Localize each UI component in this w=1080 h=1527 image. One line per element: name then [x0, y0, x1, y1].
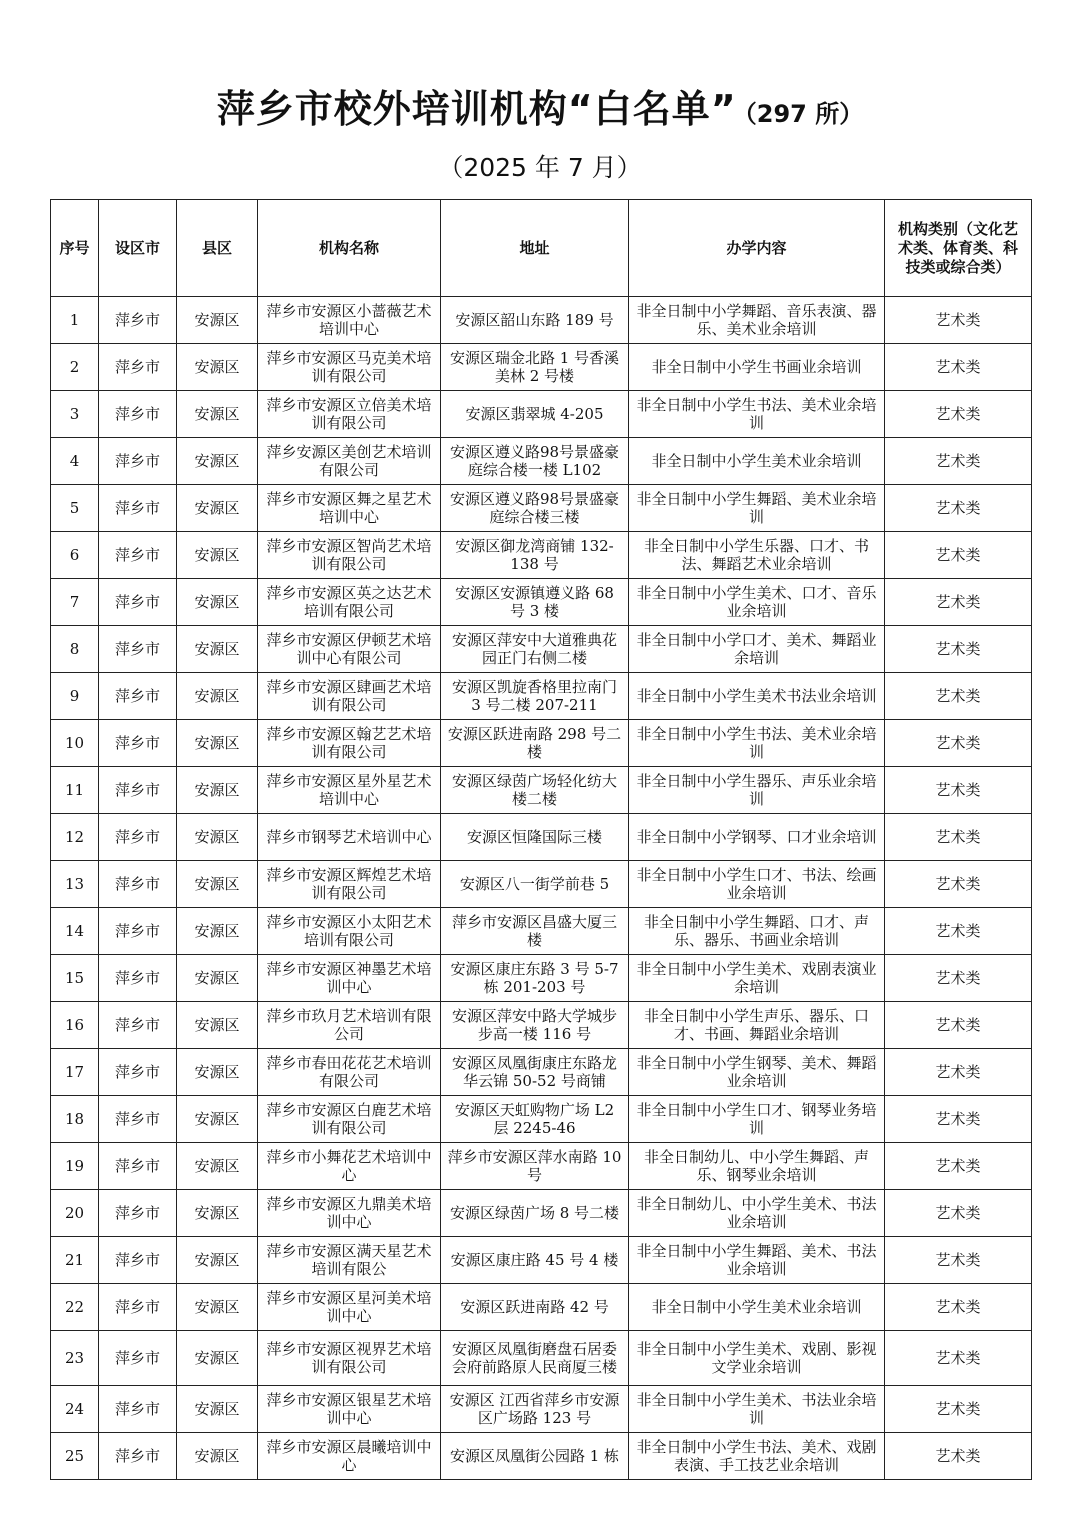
cell-no: 6: [51, 532, 99, 579]
cell-content: 非全日制中小学口才、美术、舞蹈业余培训: [629, 626, 885, 673]
cell-content: 非全日制中小学生美术、戏剧、影视文学业余培训: [629, 1331, 885, 1386]
cell-no: 13: [51, 861, 99, 908]
table-row: [51, 908, 1032, 955]
cell-district: 安源区: [177, 673, 258, 720]
cell-no: 18: [51, 1096, 99, 1143]
cell-district: 安源区: [177, 1049, 258, 1096]
cell-city: 萍乡市: [99, 344, 177, 391]
cell-address: 安源区跃进南路 42 号: [441, 1284, 629, 1331]
cell-no: 9: [51, 673, 99, 720]
cell-content: 非全日制中小学生器乐、声乐业余培训: [629, 767, 885, 814]
cell-name: 萍乡市安源区英之达艺术培训有限公司: [258, 579, 441, 626]
cell-city: 萍乡市: [99, 1237, 177, 1284]
table-row: [51, 1386, 1032, 1433]
cell-content: 非全日制中小学生美术业余培训: [629, 1284, 885, 1331]
cell-city: 萍乡市: [99, 1386, 177, 1433]
cell-content: 非全日制中小学生书画业余培训: [629, 344, 885, 391]
cell-no: 5: [51, 485, 99, 532]
table-row: [51, 438, 1032, 485]
cell-name: 萍乡市安源区星河美术培训中心: [258, 1284, 441, 1331]
cell-name: 萍乡市玖月艺术培训有限公司: [258, 1002, 441, 1049]
cell-city: 萍乡市: [99, 1049, 177, 1096]
cell-name: 萍乡市安源区小太阳艺术培训有限公司: [258, 908, 441, 955]
table-row: [51, 485, 1032, 532]
cell-city: 萍乡市: [99, 861, 177, 908]
cell-category: 艺术类: [885, 1237, 1032, 1284]
cell-address: 安源区萍安中大道雅典花园正门右侧二楼: [441, 626, 629, 673]
cell-district: 安源区: [177, 767, 258, 814]
cell-district: 安源区: [177, 861, 258, 908]
cell-category: 艺术类: [885, 297, 1032, 344]
cell-name: 萍乡市安源区视界艺术培训有限公司: [258, 1331, 441, 1386]
cell-district: 安源区: [177, 297, 258, 344]
cell-address: 安源区凤凰街康庄东路龙华云锦 50-52 号商铺: [441, 1049, 629, 1096]
cell-city: 萍乡市: [99, 1002, 177, 1049]
cell-content: 非全日制中小学生美术书法业余培训: [629, 673, 885, 720]
cell-address: 安源区御龙湾商铺 132-138 号: [441, 532, 629, 579]
cell-address: 安源区康庄路 45 号 4 楼: [441, 1237, 629, 1284]
table-row: [51, 1143, 1032, 1190]
cell-address: 安源区绿茵广场轻化纺大楼二楼: [441, 767, 629, 814]
cell-category: 艺术类: [885, 626, 1032, 673]
cell-category: 艺术类: [885, 1096, 1032, 1143]
cell-city: 萍乡市: [99, 1143, 177, 1190]
cell-no: 25: [51, 1433, 99, 1480]
cell-address: 安源区天虹购物广场 L2 层 2245-46: [441, 1096, 629, 1143]
cell-district: 安源区: [177, 1002, 258, 1049]
cell-city: 萍乡市: [99, 391, 177, 438]
cell-district: 安源区: [177, 391, 258, 438]
cell-district: 安源区: [177, 955, 258, 1002]
cell-no: 15: [51, 955, 99, 1002]
cell-city: 萍乡市: [99, 1190, 177, 1237]
cell-district: 安源区: [177, 1143, 258, 1190]
cell-category: 艺术类: [885, 720, 1032, 767]
cell-address: 安源区绿茵广场 8 号二楼: [441, 1190, 629, 1237]
title-text: 萍乡市校外培训机构“白名单”: [216, 87, 737, 131]
cell-category: 艺术类: [885, 908, 1032, 955]
cell-name: 萍乡市安源区星外星艺术培训中心: [258, 767, 441, 814]
cell-no: 16: [51, 1002, 99, 1049]
cell-district: 安源区: [177, 814, 258, 861]
table-row: [51, 1331, 1032, 1386]
cell-district: 安源区: [177, 532, 258, 579]
cell-category: 艺术类: [885, 1386, 1032, 1433]
cell-category: 艺术类: [885, 1433, 1032, 1480]
header-address: 地址: [441, 200, 629, 297]
cell-content: 非全日制中小学生声乐、器乐、口才、书画、舞蹈业余培训: [629, 1002, 885, 1049]
cell-city: 萍乡市: [99, 814, 177, 861]
cell-address: 安源区翡翠城 4-205: [441, 391, 629, 438]
cell-name: 萍乡安源区美创艺术培训有限公司: [258, 438, 441, 485]
cell-district: 安源区: [177, 485, 258, 532]
cell-no: 8: [51, 626, 99, 673]
cell-no: 10: [51, 720, 99, 767]
cell-name: 萍乡市安源区银星艺术培训中心: [258, 1386, 441, 1433]
cell-no: 20: [51, 1190, 99, 1237]
cell-name: 萍乡市安源区辉煌艺术培训有限公司: [258, 861, 441, 908]
cell-content: 非全日制中小学生美术、戏剧表演业余培训: [629, 955, 885, 1002]
table-row: [51, 720, 1032, 767]
table-row: [51, 532, 1032, 579]
table-body: [51, 297, 1032, 1480]
header-city: 设区市: [99, 200, 177, 297]
cell-content: 非全日制中小学生书法、美术业余培训: [629, 391, 885, 438]
cell-district: 安源区: [177, 344, 258, 391]
institution-table: [50, 199, 1032, 1480]
cell-city: 萍乡市: [99, 908, 177, 955]
cell-city: 萍乡市: [99, 579, 177, 626]
cell-district: 安源区: [177, 1190, 258, 1237]
table-row: [51, 861, 1032, 908]
document-title: [0, 78, 1080, 133]
cell-name: 萍乡市小舞花艺术培训中心: [258, 1143, 441, 1190]
cell-content: 非全日制中小学生乐器、口才、书法、舞蹈艺术业余培训: [629, 532, 885, 579]
cell-content: 非全日制中小学生书法、美术业余培训: [629, 720, 885, 767]
cell-category: 艺术类: [885, 1049, 1032, 1096]
cell-name: 萍乡市安源区立倍美术培训有限公司: [258, 391, 441, 438]
cell-district: 安源区: [177, 1331, 258, 1386]
cell-no: 1: [51, 297, 99, 344]
cell-category: 艺术类: [885, 438, 1032, 485]
cell-category: 艺术类: [885, 1331, 1032, 1386]
table-header-row: [51, 200, 1032, 297]
cell-category: 艺术类: [885, 1143, 1032, 1190]
cell-name: 萍乡市安源区白鹿艺术培训有限公司: [258, 1096, 441, 1143]
cell-category: 艺术类: [885, 861, 1032, 908]
cell-category: 艺术类: [885, 391, 1032, 438]
cell-address: 安源区遵义路98号景盛豪庭综合楼三楼: [441, 485, 629, 532]
cell-content: 非全日制中小学生钢琴、美术、舞蹈业余培训: [629, 1049, 885, 1096]
cell-no: 11: [51, 767, 99, 814]
cell-name: 萍乡市钢琴艺术培训中心: [258, 814, 441, 861]
table-row: [51, 1096, 1032, 1143]
cell-content: 非全日制中小学舞蹈、音乐表演、器乐、美术业余培训: [629, 297, 885, 344]
table-row: [51, 814, 1032, 861]
cell-content: 非全日制中小学生舞蹈、口才、声乐、器乐、书画业余培训: [629, 908, 885, 955]
cell-content: 非全日制中小学生书法、美术、戏剧表演、手工技艺业余培训: [629, 1433, 885, 1480]
cell-content: 非全日制中小学生美术、书法业余培训: [629, 1386, 885, 1433]
cell-name: 萍乡市安源区伊顿艺术培训中心有限公司: [258, 626, 441, 673]
cell-name: 萍乡市安源区智尚艺术培训有限公司: [258, 532, 441, 579]
cell-city: 萍乡市: [99, 767, 177, 814]
cell-content: 非全日制中小学生舞蹈、美术、书法业余培训: [629, 1237, 885, 1284]
cell-category: 艺术类: [885, 485, 1032, 532]
cell-name: 萍乡市安源区满天星艺术培训有限公: [258, 1237, 441, 1284]
table-row: [51, 955, 1032, 1002]
cell-name: 萍乡市安源区神墨艺术培训中心: [258, 955, 441, 1002]
cell-city: 萍乡市: [99, 438, 177, 485]
cell-no: 23: [51, 1331, 99, 1386]
cell-name: 萍乡市安源区晨曦培训中心: [258, 1433, 441, 1480]
cell-district: 安源区: [177, 908, 258, 955]
cell-district: 安源区: [177, 438, 258, 485]
cell-address: 萍乡市安源区昌盛大厦三楼: [441, 908, 629, 955]
table-row: [51, 1190, 1032, 1237]
cell-address: 安源区康庄东路 3 号 5-7 栋 201-203 号: [441, 955, 629, 1002]
cell-city: 萍乡市: [99, 1433, 177, 1480]
cell-district: 安源区: [177, 1096, 258, 1143]
cell-city: 萍乡市: [99, 1096, 177, 1143]
cell-content: 非全日制幼儿、中小学生舞蹈、声乐、钢琴业余培训: [629, 1143, 885, 1190]
cell-city: 萍乡市: [99, 1331, 177, 1386]
cell-content: 非全日制中小学钢琴、口才业余培训: [629, 814, 885, 861]
cell-name: 萍乡市安源区小蔷薇艺术培训中心: [258, 297, 441, 344]
cell-name: 萍乡市安源区马克美术培训有限公司: [258, 344, 441, 391]
cell-address: 安源区遵义路98号景盛豪庭综合楼一楼 L102: [441, 438, 629, 485]
cell-name: 萍乡市春田花花艺术培训有限公司: [258, 1049, 441, 1096]
cell-district: 安源区: [177, 1386, 258, 1433]
cell-city: 萍乡市: [99, 485, 177, 532]
cell-content: 非全日制中小学生美术、口才、音乐业余培训: [629, 579, 885, 626]
cell-no: 21: [51, 1237, 99, 1284]
cell-address: 安源区安源镇遵义路 68 号 3 楼: [441, 579, 629, 626]
header-content: 办学内容: [629, 200, 885, 297]
cell-address: 安源区跃进南路 298 号二楼: [441, 720, 629, 767]
cell-city: 萍乡市: [99, 297, 177, 344]
cell-name: 萍乡市安源区肆画艺术培训有限公司: [258, 673, 441, 720]
title-count: （297 所）: [744, 100, 864, 128]
cell-district: 安源区: [177, 1237, 258, 1284]
cell-city: 萍乡市: [99, 626, 177, 673]
cell-category: 艺术类: [885, 1190, 1032, 1237]
cell-no: 3: [51, 391, 99, 438]
cell-address: 安源区韶山东路 189 号: [441, 297, 629, 344]
cell-district: 安源区: [177, 1284, 258, 1331]
cell-name: 萍乡市安源区舞之星艺术培训中心: [258, 485, 441, 532]
cell-district: 安源区: [177, 579, 258, 626]
cell-name: 萍乡市安源区九鼎美术培训中心: [258, 1190, 441, 1237]
cell-city: 萍乡市: [99, 1284, 177, 1331]
cell-no: 19: [51, 1143, 99, 1190]
cell-category: 艺术类: [885, 673, 1032, 720]
cell-address: 安源区凤凰街公园路 1 栋: [441, 1433, 629, 1480]
cell-category: 艺术类: [885, 767, 1032, 814]
cell-category: 艺术类: [885, 814, 1032, 861]
cell-address: 安源区凤凰街磨盘石居委会府前路原人民商厦三楼: [441, 1331, 629, 1386]
table-row: [51, 767, 1032, 814]
cell-category: 艺术类: [885, 532, 1032, 579]
header-category: 机构类别（文化艺术类、体育类、科技类或综合类）: [885, 200, 1032, 297]
cell-address: 安源区八一街学前巷 5: [441, 861, 629, 908]
cell-no: 4: [51, 438, 99, 485]
cell-category: 艺术类: [885, 1002, 1032, 1049]
cell-no: 24: [51, 1386, 99, 1433]
cell-no: 14: [51, 908, 99, 955]
table-row: [51, 1002, 1032, 1049]
cell-category: 艺术类: [885, 955, 1032, 1002]
cell-content: 非全日制中小学生口才、书法、绘画业余培训: [629, 861, 885, 908]
table-row: [51, 579, 1032, 626]
cell-address: 萍乡市安源区萍水南路 10 号: [441, 1143, 629, 1190]
cell-content: 非全日制幼儿、中小学生美术、书法业余培训: [629, 1190, 885, 1237]
table-row: [51, 1284, 1032, 1331]
table-row: [51, 1237, 1032, 1284]
table-row: [51, 297, 1032, 344]
table-row: [51, 344, 1032, 391]
cell-no: 7: [51, 579, 99, 626]
cell-address: 安源区 江西省萍乡市安源区广场路 123 号: [441, 1386, 629, 1433]
cell-category: 艺术类: [885, 344, 1032, 391]
table-row: [51, 626, 1032, 673]
cell-district: 安源区: [177, 1433, 258, 1480]
document-subtitle: （2025 年 7 月）: [438, 153, 642, 182]
cell-content: 非全日制中小学生美术业余培训: [629, 438, 885, 485]
table-row: [51, 673, 1032, 720]
table-row: [51, 1433, 1032, 1480]
cell-city: 萍乡市: [99, 673, 177, 720]
cell-address: 安源区凯旋香格里拉南门 3 号二楼 207-211: [441, 673, 629, 720]
table-row: [51, 391, 1032, 438]
table-row: [51, 1049, 1032, 1096]
cell-address: 安源区萍安中路大学城步步高一楼 116 号: [441, 1002, 629, 1049]
cell-no: 2: [51, 344, 99, 391]
header-name: 机构名称: [258, 200, 441, 297]
cell-district: 安源区: [177, 626, 258, 673]
header-district: 县区: [177, 200, 258, 297]
header-no: 序号: [51, 200, 99, 297]
cell-address: 安源区瑞金北路 1 号香溪美林 2 号楼: [441, 344, 629, 391]
cell-address: 安源区恒隆国际三楼: [441, 814, 629, 861]
cell-no: 12: [51, 814, 99, 861]
cell-no: 17: [51, 1049, 99, 1096]
cell-content: 非全日制中小学生舞蹈、美术业余培训: [629, 485, 885, 532]
cell-district: 安源区: [177, 720, 258, 767]
cell-category: 艺术类: [885, 1284, 1032, 1331]
cell-no: 22: [51, 1284, 99, 1331]
cell-city: 萍乡市: [99, 720, 177, 767]
cell-content: 非全日制中小学生口才、钢琴业务培训: [629, 1096, 885, 1143]
cell-name: 萍乡市安源区翰艺艺术培训有限公司: [258, 720, 441, 767]
cell-city: 萍乡市: [99, 532, 177, 579]
cell-category: 艺术类: [885, 579, 1032, 626]
cell-city: 萍乡市: [99, 955, 177, 1002]
